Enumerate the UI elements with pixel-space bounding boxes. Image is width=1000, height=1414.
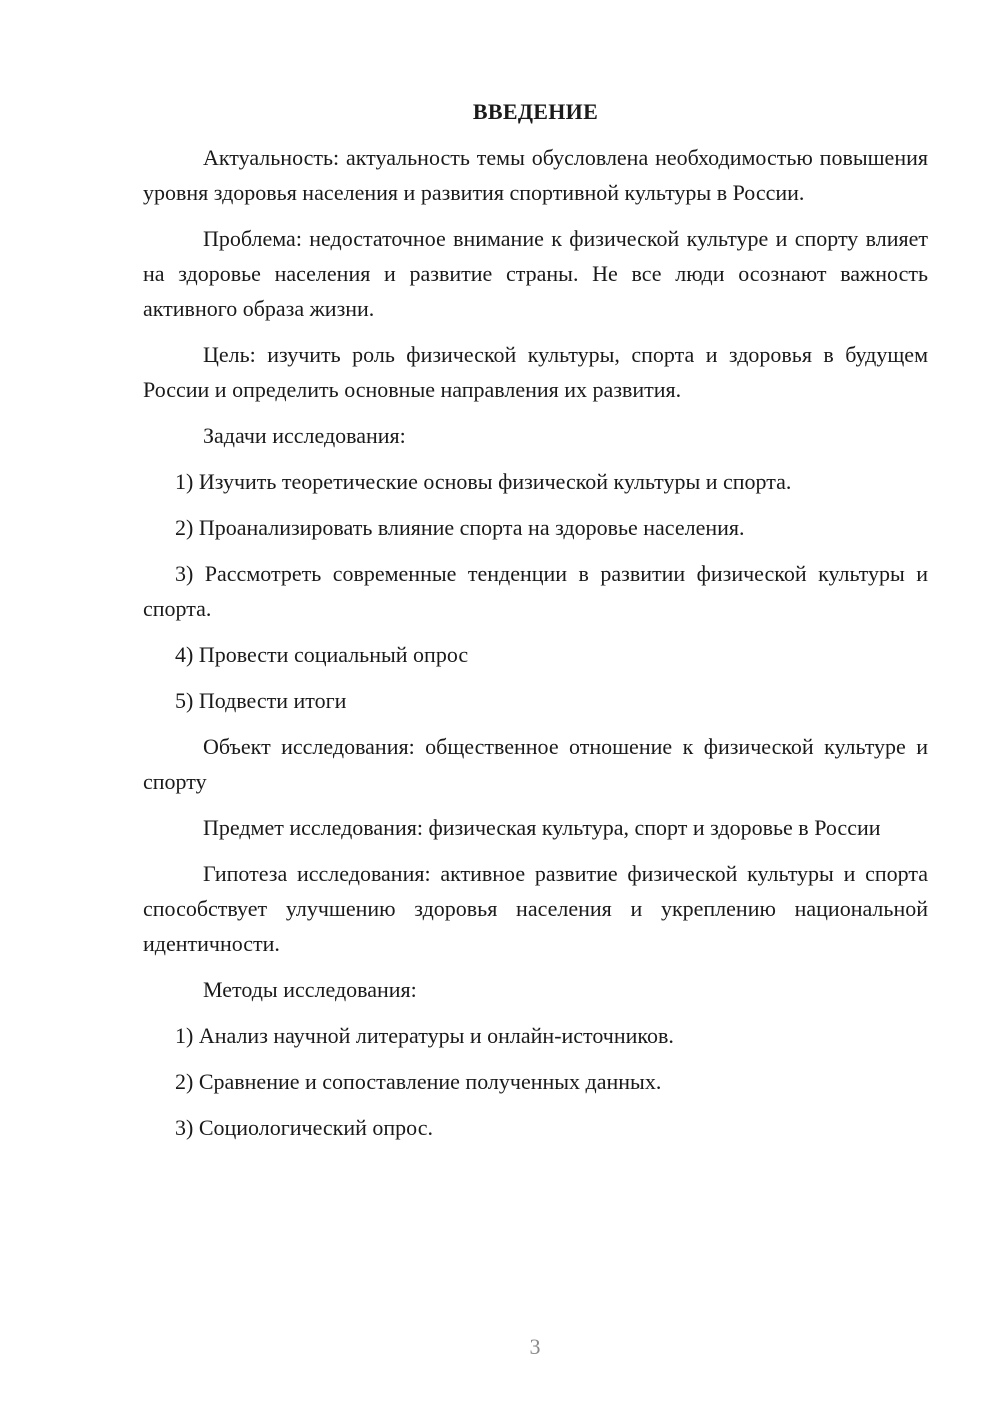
task-item: 1) Изучить теоретические основы физической культуры и спорта. — [175, 469, 792, 494]
goal-paragraph: Цель: изучить роль физической культуры, спорта и здоровья в будущем России и определить основные направления их развития. — [143, 342, 928, 402]
methods-label: Методы исследования: — [203, 977, 417, 1002]
subject-paragraph: Предмет исследования: физическая культура, спорт и здоровье в России — [203, 815, 881, 840]
page-content — [143, 94, 928, 1156]
hypothesis-paragraph: Гипотеза исследования: активное развитие физической культуры и спорта способствует улучшению здоровья населения и укреплению национальной идентичности. — [143, 861, 928, 956]
task-item: 5) Подвести итоги — [175, 688, 347, 713]
tasks-label: Задачи исследования: — [203, 423, 406, 448]
object-paragraph: Объект исследования: общественное отношение к физической культуре и спорту — [143, 734, 928, 794]
method-item: 1) Анализ научной литературы и онлайн-источников. — [175, 1023, 674, 1048]
page-heading: ВВЕДЕНИЕ — [472, 99, 599, 124]
page-number: 3 — [529, 1334, 541, 1359]
task-item: 4) Провести социальный опрос — [175, 642, 469, 667]
task-item: 2) Проанализировать влияние спорта на здоровье населения. — [175, 515, 745, 540]
method-item: 3) Социологический опрос. — [175, 1115, 433, 1140]
problem-paragraph: Проблема: недостаточное внимание к физической культуре и спорту влияет на здоровье населения и развитие страны. Не все люди осознают важность активного образа жизни. — [143, 226, 928, 321]
relevance-paragraph: Актуальность: актуальность темы обусловлена необходимостью повышения уровня здоровья населения и развития спортивной культуры в России. — [143, 145, 928, 205]
task-item: 3) Рассмотреть современные тенденции в развитии физической культуры и спорта. — [143, 561, 928, 621]
method-item: 2) Сравнение и сопоставление полученных данных. — [175, 1069, 662, 1094]
